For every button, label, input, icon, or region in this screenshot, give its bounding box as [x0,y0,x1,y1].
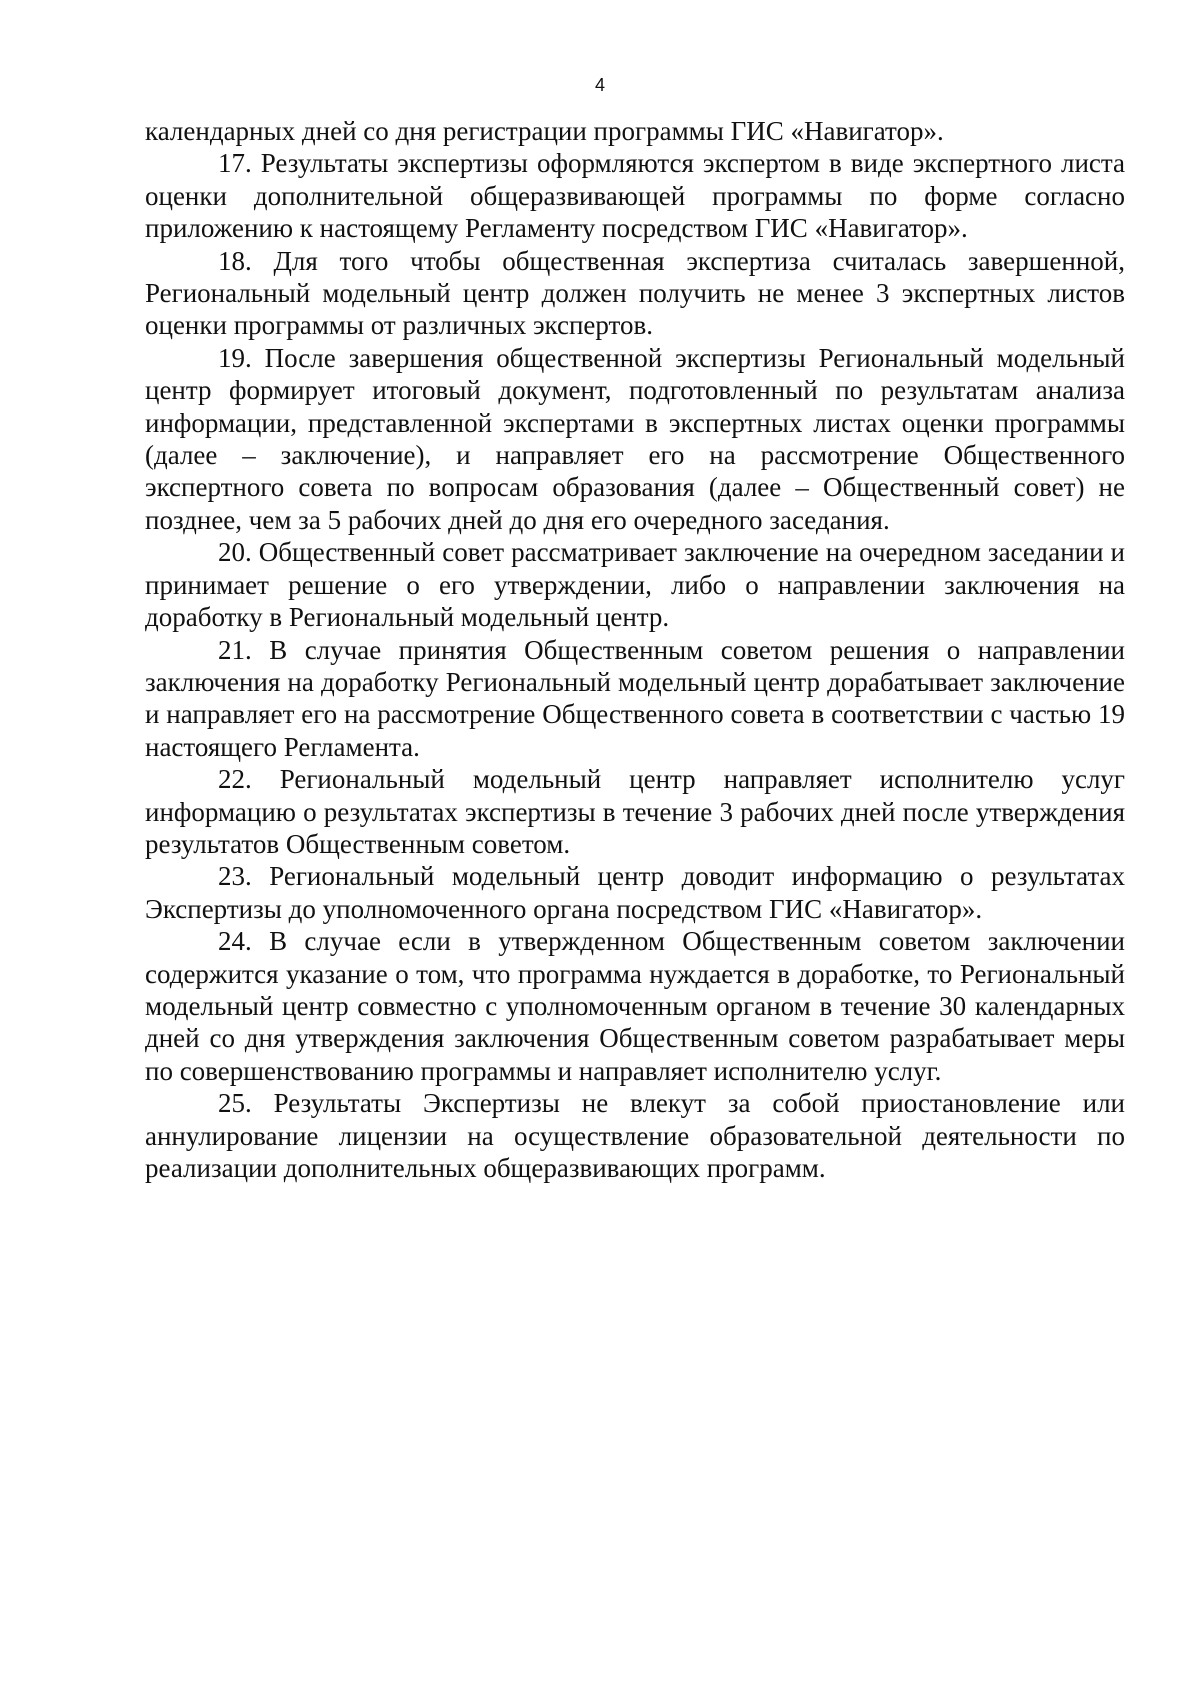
paragraph-20: 20. Общественный совет рассматривает заключение на очередном заседании и принимает решение о его утверждении, либо о направлении заключения на доработку в Региональный модельный центр. [145,537,1125,633]
paragraph-21: 21. В случае принятия Общественным советом решения о направлении заключения на доработку Региональный модельный центр дорабатывает заключение и направляет его на рассмотрение Общественного совета в соответствии с частью 19 настоящего Регламента. [145,634,1125,762]
paragraph-22: 22. Региональный модельный центр направляет исполнителю услуг информацию о результатах экспертизы в течение 3 рабочих дней после утверждения результатов Общественным советом. [145,764,1125,859]
paragraph-24: 24. В случае если в утвержденном Общественным советом заключении содержится указание о том, что программа нуждается в доработке, то Региональный модельный центр совместно с уполномоченным органом в течение 30 календарных дней со дня утверждения заключения Общественным советом разрабатывает меры по совершенствованию программы и направляет исполнителю услуг. [145,926,1125,1086]
paragraph-25: 25. Результаты Экспертизы не влекут за собой приостановление или аннулирование лицензии на осуществление образовательной деятельности по реализации дополнительных общеразвивающих программ. [145,1088,1125,1183]
paragraph-17: 17. Результаты экспертизы оформляются экспертом в виде экспертного листа оценки дополнительной общеразвивающей программы по форме согласно приложению к настоящему Регламенту посредством ГИС «Навигатор». [145,148,1125,244]
paragraph-continuation: календарных дней со дня регистрации программы ГИС «Навигатор». [145,116,944,146]
page-number: 4 [594,75,605,95]
paragraph-19: 19. После завершения общественной экспертизы Региональный модельный центр формирует итоговый документ, подготовленный по результатам анализа информации, представленной экспертами в экспертных листах оценки программы (далее – заключение), и направляет его на рассмотрение Общественного экспертного совета по вопросам образования (далее – Общественный совет) не позднее, чем за 5 рабочих дней до дня его очередного заседания. [145,342,1125,535]
paragraph-18: 18. Для того чтобы общественная экспертиза считалась завершенной, Региональный модельный центр должен получить не менее 3 экспертных листов оценки программы от различных экспертов. [145,245,1125,341]
document-body [145,115,1125,1184]
paragraph-23: 23. Региональный модельный центр доводит информацию о результатах Экспертизы до уполномоченного органа посредством ГИС «Навигатор». [145,861,1125,924]
